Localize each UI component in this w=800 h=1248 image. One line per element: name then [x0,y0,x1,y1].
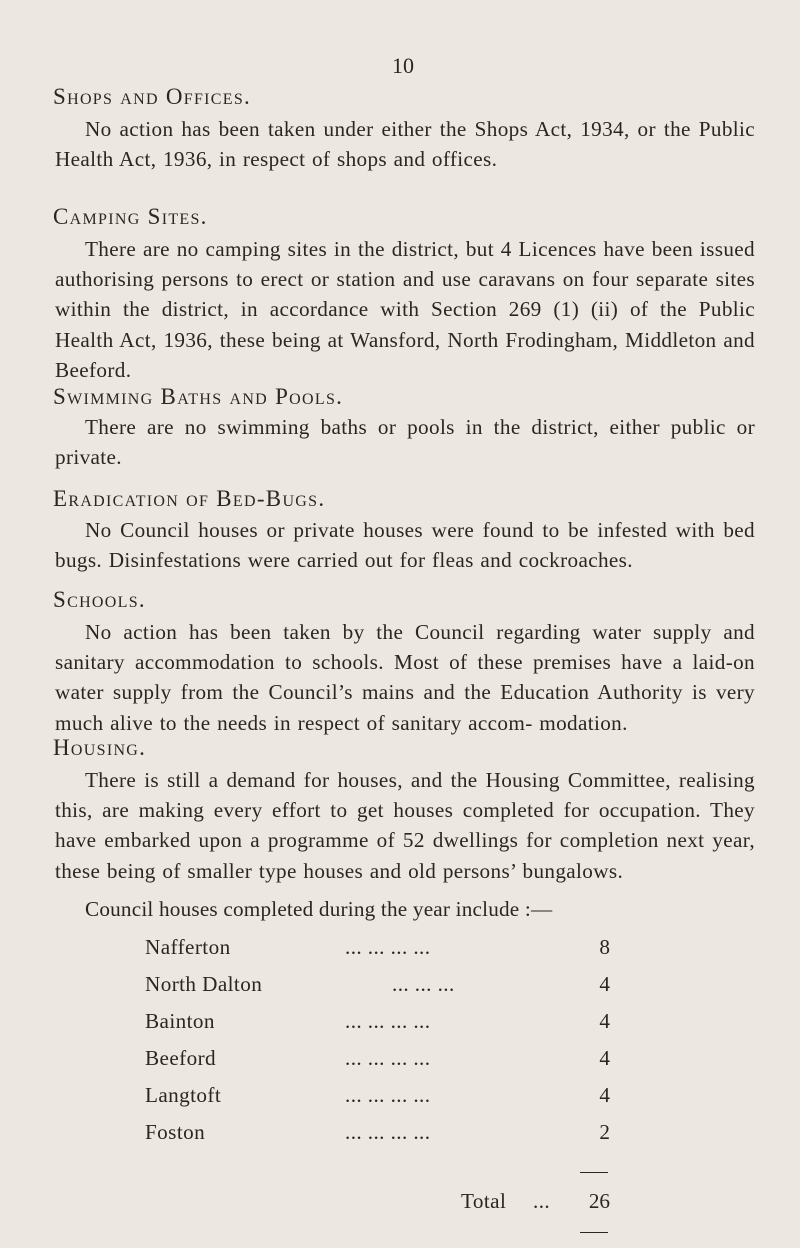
total-count: 26 [588,1189,610,1213]
page-number: 10 [392,53,414,78]
paragraph-swimming-baths-and-pools: There are no swimming baths or pools in the district, either public or private. [55,415,755,470]
place-name: North Dalton [145,972,263,996]
house-count: 4 [599,972,610,996]
leader-dots: ... ... ... [392,972,455,996]
leader-dots: ... ... ... ... [345,1046,431,1070]
house-count: 2 [599,1120,610,1144]
leader-dots: ... ... ... ... [345,935,431,959]
total-rule-top [580,1172,608,1173]
table-row [0,1117,800,1147]
house-count: 4 [599,1046,610,1070]
table-row [0,1080,800,1110]
heading-schools: Schools. [53,587,146,612]
place-name: Beeford [145,1046,217,1070]
table-row [0,932,800,962]
heading-shops-and-offices: Shops and Offices. [53,84,252,109]
leader-dots: ... ... ... ... [345,1120,431,1144]
paragraph-housing: There is still a demand for houses, and the Housing Committee, realising this, are making every effort to get houses completed for occupation. They have embarked upon a programme of 52 dwellings for completion next year, these being of smaller type houses and old persons’ bungalows. [55,768,755,883]
place-name: Foston [145,1120,206,1144]
heading-housing: Housing. [53,735,147,760]
paragraph-schools: No action has been taken by the Council regarding water supply and sanitary accommodation to schools. Most of these premises have a laid-on water supply from the Council’s mains and the Education Authority is very much alive to the needs in respect of sanitary accom- modation. [55,620,755,735]
place-name: Nafferton [145,935,231,959]
leader-dots: ... ... ... ... [345,1009,431,1033]
total-row [0,1186,800,1216]
paragraph-camping-sites: There are no camping sites in the district, but 4 Licences have been issued authorising persons to erect or station and use caravans on four separate sites within the district, in accordance with Section 269 (1) (ii) of the Public Health Act, 1936, these being at Wansford, North Frodingham, Middleton and Beeford. [55,237,755,382]
total-label: Total [461,1189,507,1213]
leader-dots: ... [533,1189,551,1213]
house-count: 4 [599,1083,610,1107]
table-row [0,1006,800,1036]
heading-eradication-of-bed-bugs: Eradication of Bed-Bugs. [53,486,326,511]
heading-swimming-baths-and-pools: Swimming Baths and Pools. [53,384,344,409]
paragraph-eradication-of-bed-bugs: No Council houses or private houses were found to be infested with bed bugs. Disinfestations were carried out for fleas and cockroaches. [55,518,755,573]
table-row [0,1043,800,1073]
total-rule-bottom [580,1232,608,1233]
place-name: Bainton [145,1009,215,1033]
place-name: Langtoft [145,1083,222,1107]
leader-dots: ... ... ... ... [345,1083,431,1107]
houses-intro: Council houses completed during the year include :— [85,897,553,921]
paragraph-shops-and-offices: No action has been taken under either the Shops Act, 1934, or the Public Health Act, 1936, in respect of shops and offices. [55,117,755,172]
heading-camping-sites: Camping Sites. [53,204,208,229]
house-count: 8 [599,935,610,959]
house-count: 4 [599,1009,610,1033]
table-row [0,969,800,999]
